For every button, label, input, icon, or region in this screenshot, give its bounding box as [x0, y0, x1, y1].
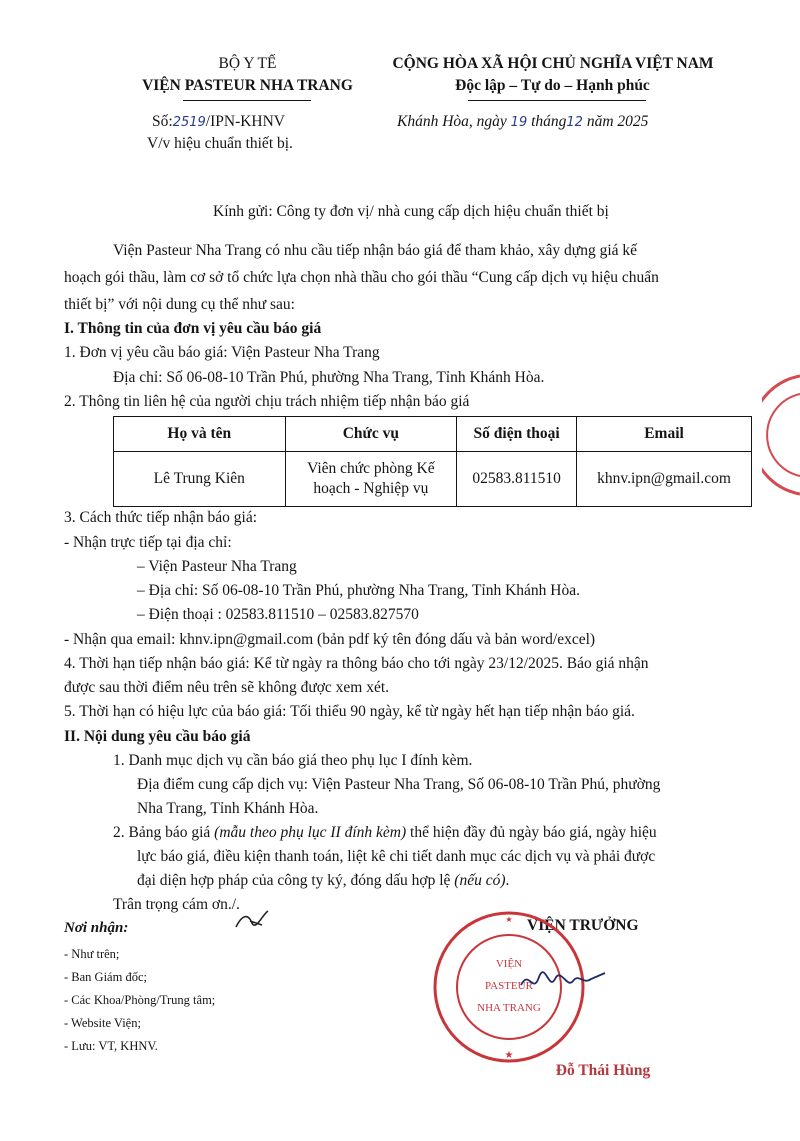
- closing-line: Trân trọng cám ơn./.: [113, 896, 240, 913]
- section-2-item-2-line-3: [137, 872, 509, 890]
- receive-directly-institute: – Viện Pasteur Nha Trang: [137, 558, 297, 575]
- contact-table-header-row: [114, 417, 752, 452]
- recipient-item: - Các Khoa/Phòng/Trung tâm;: [64, 993, 216, 1007]
- recipient-item: - Như trên;: [64, 947, 120, 961]
- section-2-item-2-line-3-italic: (nếu có): [454, 872, 506, 889]
- recipients-title: Nơi nhận:: [64, 920, 129, 936]
- svg-text:★: ★: [504, 1050, 514, 1061]
- date-month-word: tháng: [531, 113, 567, 130]
- section-2-item-2-text-c: thể hiện đầy đủ ngày báo giá, ngày hiệu: [406, 824, 657, 841]
- issue-date: [397, 113, 648, 131]
- receive-by-email: - Nhận qua email: khnv.ipn@gmail.com (bản pdf ký tên đóng dấu và bản word/excel): [64, 631, 596, 648]
- section-1-title: I. Thông tin của đơn vị yêu cầu báo giá: [64, 320, 322, 337]
- motto-underline: [468, 100, 646, 101]
- contact-name: Lê Trung Kiên: [114, 452, 286, 507]
- contact-header-email: Email: [577, 417, 752, 452]
- document-subject: V/v hiệu chuẩn thiết bị.: [147, 135, 293, 152]
- initial-mark-icon: [232, 905, 280, 935]
- section-1-item-4-line-1: 4. Thời hạn tiếp nhận báo giá: Kể từ ngày ra thông báo cho tới ngày 23/12/2025. Báo giá nhận: [64, 655, 649, 672]
- motto: Độc lập – Tự do – Hạnh phúc: [455, 77, 650, 94]
- date-year: năm 2025: [586, 113, 649, 130]
- handwritten-signature-icon: [515, 955, 610, 1010]
- section-2-item-2-line-3-a: đại diện hợp pháp của công ty ký, đóng dấu hợp lệ: [137, 872, 455, 889]
- intro-line-2: hoạch gói thầu, làm cơ sở tổ chức lựa chọn nhà thầu cho gói thầu “Cung cấp dịch vụ hiệu chuẩn: [64, 269, 659, 286]
- document-number-prefix: Số:: [152, 113, 173, 130]
- section-2-item-2-text-a: 2. Bảng báo giá: [113, 824, 215, 841]
- section-2-item-2-line-2: lực báo giá, điều kiện thanh toán, liệt kê chi tiết danh mục các dịch vụ và phải được: [137, 848, 656, 865]
- seal-text-line-1: VIỆN: [495, 958, 523, 970]
- recipient-item: - Ban Giám đốc;: [64, 970, 147, 984]
- ministry-name: BỘ Y TẾ: [218, 55, 277, 72]
- contact-header-position: Chức vụ: [285, 417, 457, 452]
- section-2-item-2-italic: (mẫu theo phụ lục II đính kèm): [214, 824, 407, 841]
- section-2-title: II. Nội dung yêu cầu báo giá: [64, 728, 251, 745]
- document-number: [152, 113, 285, 131]
- contact-email: khnv.ipn@gmail.com: [577, 452, 752, 507]
- section-1-item-1: 1. Đơn vị yêu cầu báo giá: Viện Pasteur Nha Trang: [64, 344, 380, 361]
- intro-line-3: thiết bị” với nội dung cụ thể như sau:: [64, 296, 295, 313]
- institute-name: VIỆN PASTEUR NHA TRANG: [142, 77, 353, 94]
- section-2-item-1-line-1: 1. Danh mục dịch vụ cần báo giá theo phụ lục I đính kèm.: [113, 752, 473, 769]
- country-name: CỘNG HÒA XÃ HỘI CHỦ NGHĨA VIỆT NAM: [392, 55, 714, 72]
- section-1-item-4-line-2: được sau thời điểm nêu trên sẽ không được xem xét.: [64, 679, 390, 696]
- contact-table-row: [114, 452, 752, 507]
- seal-text-line-2: PASTEUR: [485, 980, 533, 992]
- recipient-line: Kính gửi: Công ty đơn vị/ nhà cung cấp dịch hiệu chuẩn thiết bị: [213, 203, 609, 220]
- intro-line-1: Viện Pasteur Nha Trang có nhu cầu tiếp nhận báo giá để tham khảo, xây dựng giá kế: [113, 242, 638, 259]
- contact-header-name: Họ và tên: [114, 417, 286, 452]
- section-1-item-1-address: Địa chỉ: Số 06-08-10 Trần Phú, phường Nha Trang, Tỉnh Khánh Hòa.: [113, 369, 545, 386]
- signatory-role: VIỆN TRƯỞNG: [527, 917, 639, 934]
- receive-directly-phone: – Điện thoại : 02583.811510 – 02583.827570: [137, 606, 419, 623]
- date-prefix: Khánh Hòa, ngày: [397, 113, 507, 130]
- svg-text:★: ★: [505, 915, 513, 924]
- date-month: 12: [566, 115, 583, 130]
- receive-directly-address: – Địa chỉ: Số 06-08-10 Trần Phú, phường Nha Trang, Tỉnh Khánh Hòa.: [137, 582, 580, 599]
- contact-phone: 02583.811510: [457, 452, 577, 507]
- section-1-item-2: 2. Thông tin liên hệ của người chịu trách nhiệm tiếp nhận báo giá: [64, 393, 470, 410]
- edge-seal-icon: [762, 370, 800, 500]
- receive-directly: - Nhận trực tiếp tại địa chỉ:: [64, 534, 232, 551]
- section-2-item-1-line-3: Nha Trang, Tỉnh Khánh Hòa.: [137, 800, 319, 817]
- section-1-item-3: 3. Cách thức tiếp nhận báo giá:: [64, 509, 258, 526]
- seal-text-line-3: NHA TRANG: [477, 1002, 541, 1014]
- recipient-item: - Website Viện;: [64, 1016, 141, 1030]
- institute-underline: [183, 100, 311, 101]
- date-day: 19: [510, 115, 528, 130]
- document-number-suffix: /IPN-KHNV: [205, 113, 285, 130]
- contact-header-phone: Số điện thoại: [457, 417, 577, 452]
- section-1-item-5: 5. Thời hạn có hiệu lực của báo giá: Tối thiểu 90 ngày, kể từ ngày hết hạn tiếp nhận báo giá.: [64, 703, 635, 720]
- recipient-item: - Lưu: VT, KHNV.: [64, 1039, 158, 1053]
- contact-table: [113, 416, 752, 507]
- section-2-item-2-line-3-c: .: [505, 872, 510, 889]
- section-2-item-2-line-1: [113, 824, 657, 842]
- contact-position: Viên chức phòng Kế hoạch - Nghiệp vụ: [285, 452, 457, 507]
- signer-name: Đỗ Thái Hùng: [555, 1062, 651, 1079]
- document-number-handwritten: 2519: [172, 115, 206, 130]
- section-2-item-1-line-2: Địa điểm cung cấp dịch vụ: Viện Pasteur Nha Trang, Số 06-08-10 Trần Phú, phường: [137, 776, 661, 793]
